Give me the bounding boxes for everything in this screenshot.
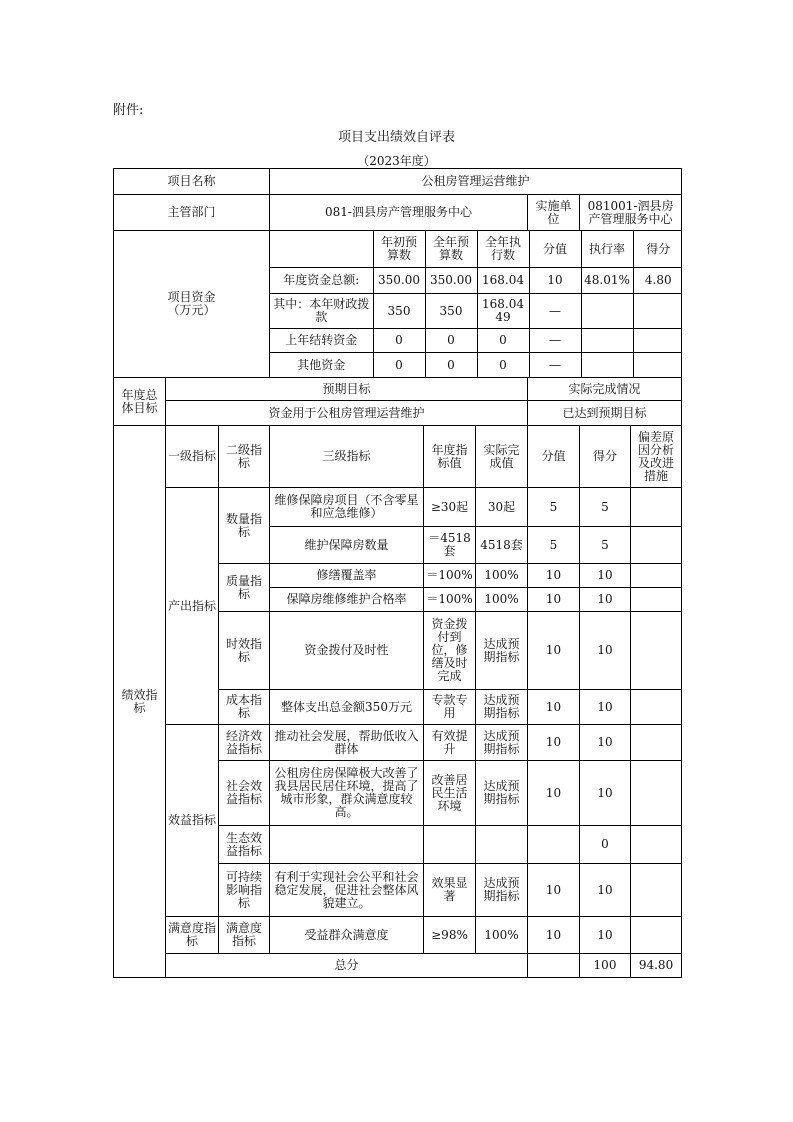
note — [631, 917, 682, 954]
project-name-row — [114, 169, 682, 195]
funds-row — [270, 328, 682, 352]
funds-score — [633, 328, 682, 352]
note — [631, 725, 682, 761]
funds-full: 350 — [425, 294, 477, 328]
target: ＝4518套 — [424, 527, 476, 564]
funds-rate — [581, 294, 633, 328]
dept-value: 081-泗县房产管理服务中心 — [270, 195, 528, 231]
goals-actual: 已达到预期目标 — [528, 401, 682, 426]
total-score-value: 100 — [580, 954, 631, 978]
satisfaction-l2: 满意度指标 — [219, 917, 270, 954]
funds-header-executed: 全年执行数 — [477, 231, 529, 268]
actual — [476, 826, 528, 864]
funds-row — [270, 294, 682, 328]
form-title: 项目支出绩效自评表 — [337, 130, 455, 145]
score: 10 — [580, 564, 631, 588]
score-value: 10 — [528, 612, 580, 690]
score: 10 — [580, 588, 631, 612]
total-score: 94.80 — [631, 954, 682, 978]
funds-subtable — [270, 231, 682, 377]
project-name-label: 项目名称 — [114, 169, 270, 195]
indicator-row — [114, 917, 682, 954]
goals-expected: 资金用于公租房管理运营维护 — [166, 401, 528, 426]
score: 0 — [580, 826, 631, 864]
note — [631, 761, 682, 826]
target: ≥30起 — [424, 488, 476, 527]
note — [631, 690, 682, 725]
funds-score: 4.80 — [633, 268, 682, 294]
funds-row — [270, 268, 682, 294]
goals-content-row — [114, 401, 682, 426]
funds-header-full-year: 全年预算数 — [425, 231, 477, 268]
indicator-row — [114, 725, 682, 761]
funds-exec: 0 — [477, 328, 529, 352]
timeliness-l2: 时效指标 — [219, 612, 270, 690]
funds-row-label: 上年结转资金 — [270, 328, 373, 352]
dept-row — [114, 195, 682, 231]
target: ≥98% — [424, 917, 476, 954]
header-actual: 实际完成值 — [476, 426, 528, 488]
score: 5 — [580, 527, 631, 564]
funds-full: 0 — [425, 328, 477, 352]
score-value: 10 — [528, 761, 580, 826]
header-level2: 二级指标 — [219, 426, 270, 488]
funds-header-row — [114, 231, 682, 268]
goals-expected-label: 预期目标 — [166, 378, 528, 401]
funds-row-label: 其中：本年财政拨款 — [270, 294, 373, 328]
funds-header-score-value: 分值 — [529, 231, 581, 268]
l3: 受益群众满意度 — [270, 917, 424, 954]
actual: 达成预期指标 — [476, 864, 528, 917]
score-value — [528, 826, 580, 864]
l3: 修缮覆盖率 — [270, 564, 424, 588]
funds-block — [270, 231, 682, 378]
economic-l2: 经济效益指标 — [219, 725, 270, 761]
score: 10 — [580, 761, 631, 826]
funds-score — [633, 353, 682, 377]
l3: 整体支出总金额350万元 — [270, 690, 424, 725]
header-target: 年度指标值 — [424, 426, 476, 488]
indicator-row — [114, 488, 682, 527]
funds-exec: 0 — [477, 353, 529, 377]
score: 10 — [580, 690, 631, 725]
header-level1: 一级指标 — [166, 426, 219, 488]
actual: 达成预期指标 — [476, 761, 528, 826]
note — [631, 564, 682, 588]
actual: 达成预期指标 — [476, 690, 528, 725]
header-deviation: 偏差原因分析及改进措施 — [631, 426, 682, 488]
funds-header-score: 得分 — [633, 231, 682, 268]
target: 改善居民生活环境 — [424, 761, 476, 826]
target: 资金拨付到位，修缮及时完成 — [424, 612, 476, 690]
score-value: 10 — [528, 588, 580, 612]
evaluation-grid — [113, 168, 682, 978]
score: 10 — [580, 725, 631, 761]
target: ＝100% — [424, 564, 476, 588]
funds-score-value: — — [529, 353, 581, 377]
funds-exec: 168.04 49 — [477, 294, 529, 328]
actual: 100% — [476, 564, 528, 588]
target: ＝100% — [424, 588, 476, 612]
indicators-label: 绩效指标 — [114, 426, 166, 978]
funds-header-initial: 年初预算数 — [373, 231, 425, 268]
score: 10 — [580, 917, 631, 954]
target: 专款专用 — [424, 690, 476, 725]
target: 有效提升 — [424, 725, 476, 761]
l3: 推动社会发展，帮助低收入群体 — [270, 725, 424, 761]
funds-label: 项目资金 （万元） — [114, 231, 270, 378]
l3: 资金拨付及时性 — [270, 612, 424, 690]
score-value: 10 — [528, 864, 580, 917]
benefit-l1: 效益指标 — [166, 725, 219, 917]
indicators-header-row — [114, 426, 682, 488]
l3 — [270, 826, 424, 864]
score-value: 10 — [528, 690, 580, 725]
output-l1: 产出指标 — [166, 488, 219, 725]
actual: 4518套 — [476, 527, 528, 564]
score-value: 5 — [528, 488, 580, 527]
target: 效果显著 — [424, 864, 476, 917]
score-value: 10 — [528, 564, 580, 588]
note — [631, 826, 682, 864]
funds-score-value: 10 — [529, 268, 581, 294]
funds-initial: 0 — [373, 353, 425, 377]
funds-row — [270, 353, 682, 377]
note — [631, 864, 682, 917]
funds-score — [633, 294, 682, 328]
funds-header-blank — [270, 231, 373, 268]
target — [424, 826, 476, 864]
total-label: 总分 — [166, 954, 528, 978]
cost-l2: 成本指标 — [219, 690, 270, 725]
funds-header-row — [270, 231, 682, 268]
social-l2: 社会效益指标 — [219, 761, 270, 826]
l3: 有利于实现社会公平和社会稳定发展，促进社会整体风貌建立。 — [270, 864, 424, 917]
total-row — [114, 954, 682, 978]
note — [631, 488, 682, 527]
funds-rate — [581, 328, 633, 352]
funds-rate — [581, 353, 633, 377]
funds-initial: 350 — [373, 294, 425, 328]
note — [631, 527, 682, 564]
score: 10 — [580, 612, 631, 690]
header-score-value: 分值 — [528, 426, 580, 488]
funds-rate: 48.01% — [581, 268, 633, 294]
actual: 100% — [476, 917, 528, 954]
score-value: 5 — [528, 527, 580, 564]
l3: 公租房住房保障极大改善了我县居民居住环境，提高了城市形象，群众满意度较高。 — [270, 761, 424, 826]
funds-score-value: — — [529, 328, 581, 352]
actual: 达成预期指标 — [476, 612, 528, 690]
satisfaction-l1: 满意度指标 — [166, 917, 219, 954]
l3: 维修保障房项目（不含零星和应急维修） — [270, 488, 424, 527]
ecological-l2: 生态效益指标 — [219, 826, 270, 864]
l3: 保障房维修维护合格率 — [270, 588, 424, 612]
note — [631, 588, 682, 612]
funds-header-rate: 执行率 — [581, 231, 633, 268]
funds-exec: 168.04 — [477, 268, 529, 294]
attachment-label: 附件: — [113, 103, 144, 118]
score-value: 10 — [528, 725, 580, 761]
score: 10 — [580, 864, 631, 917]
score: 5 — [580, 488, 631, 527]
unit-label: 实施单位 — [528, 195, 580, 231]
funds-row-label: 其他资金 — [270, 353, 373, 377]
sustainable-l2: 可持续影响指标 — [219, 864, 270, 917]
quality-l2: 质量指标 — [219, 564, 270, 612]
funds-full: 0 — [425, 353, 477, 377]
l3: 维护保障房数量 — [270, 527, 424, 564]
funds-initial: 0 — [373, 328, 425, 352]
funds-full: 350.00 — [425, 268, 477, 294]
goals-actual-label: 实际完成情况 — [528, 378, 682, 401]
form-year: （2023年度） — [357, 154, 436, 168]
total-blank — [528, 954, 580, 978]
unit-value: 081001-泗县房产管理服务中心 — [580, 195, 682, 231]
score-value: 10 — [528, 917, 580, 954]
dept-label: 主管部门 — [114, 195, 270, 231]
goals-header-row — [114, 378, 682, 401]
project-name-value: 公租房管理运营维护 — [270, 169, 682, 195]
goals-label: 年度总体目标 — [114, 378, 166, 426]
actual: 100% — [476, 588, 528, 612]
note — [631, 612, 682, 690]
header-score: 得分 — [580, 426, 631, 488]
actual: 30起 — [476, 488, 528, 527]
funds-score-value: — — [529, 294, 581, 328]
quantity-l2: 数量指标 — [219, 488, 270, 564]
actual: 达成预期指标 — [476, 725, 528, 761]
funds-row-label: 年度资金总额: — [270, 268, 373, 294]
funds-initial: 350.00 — [373, 268, 425, 294]
header-level3: 三级指标 — [270, 426, 424, 488]
